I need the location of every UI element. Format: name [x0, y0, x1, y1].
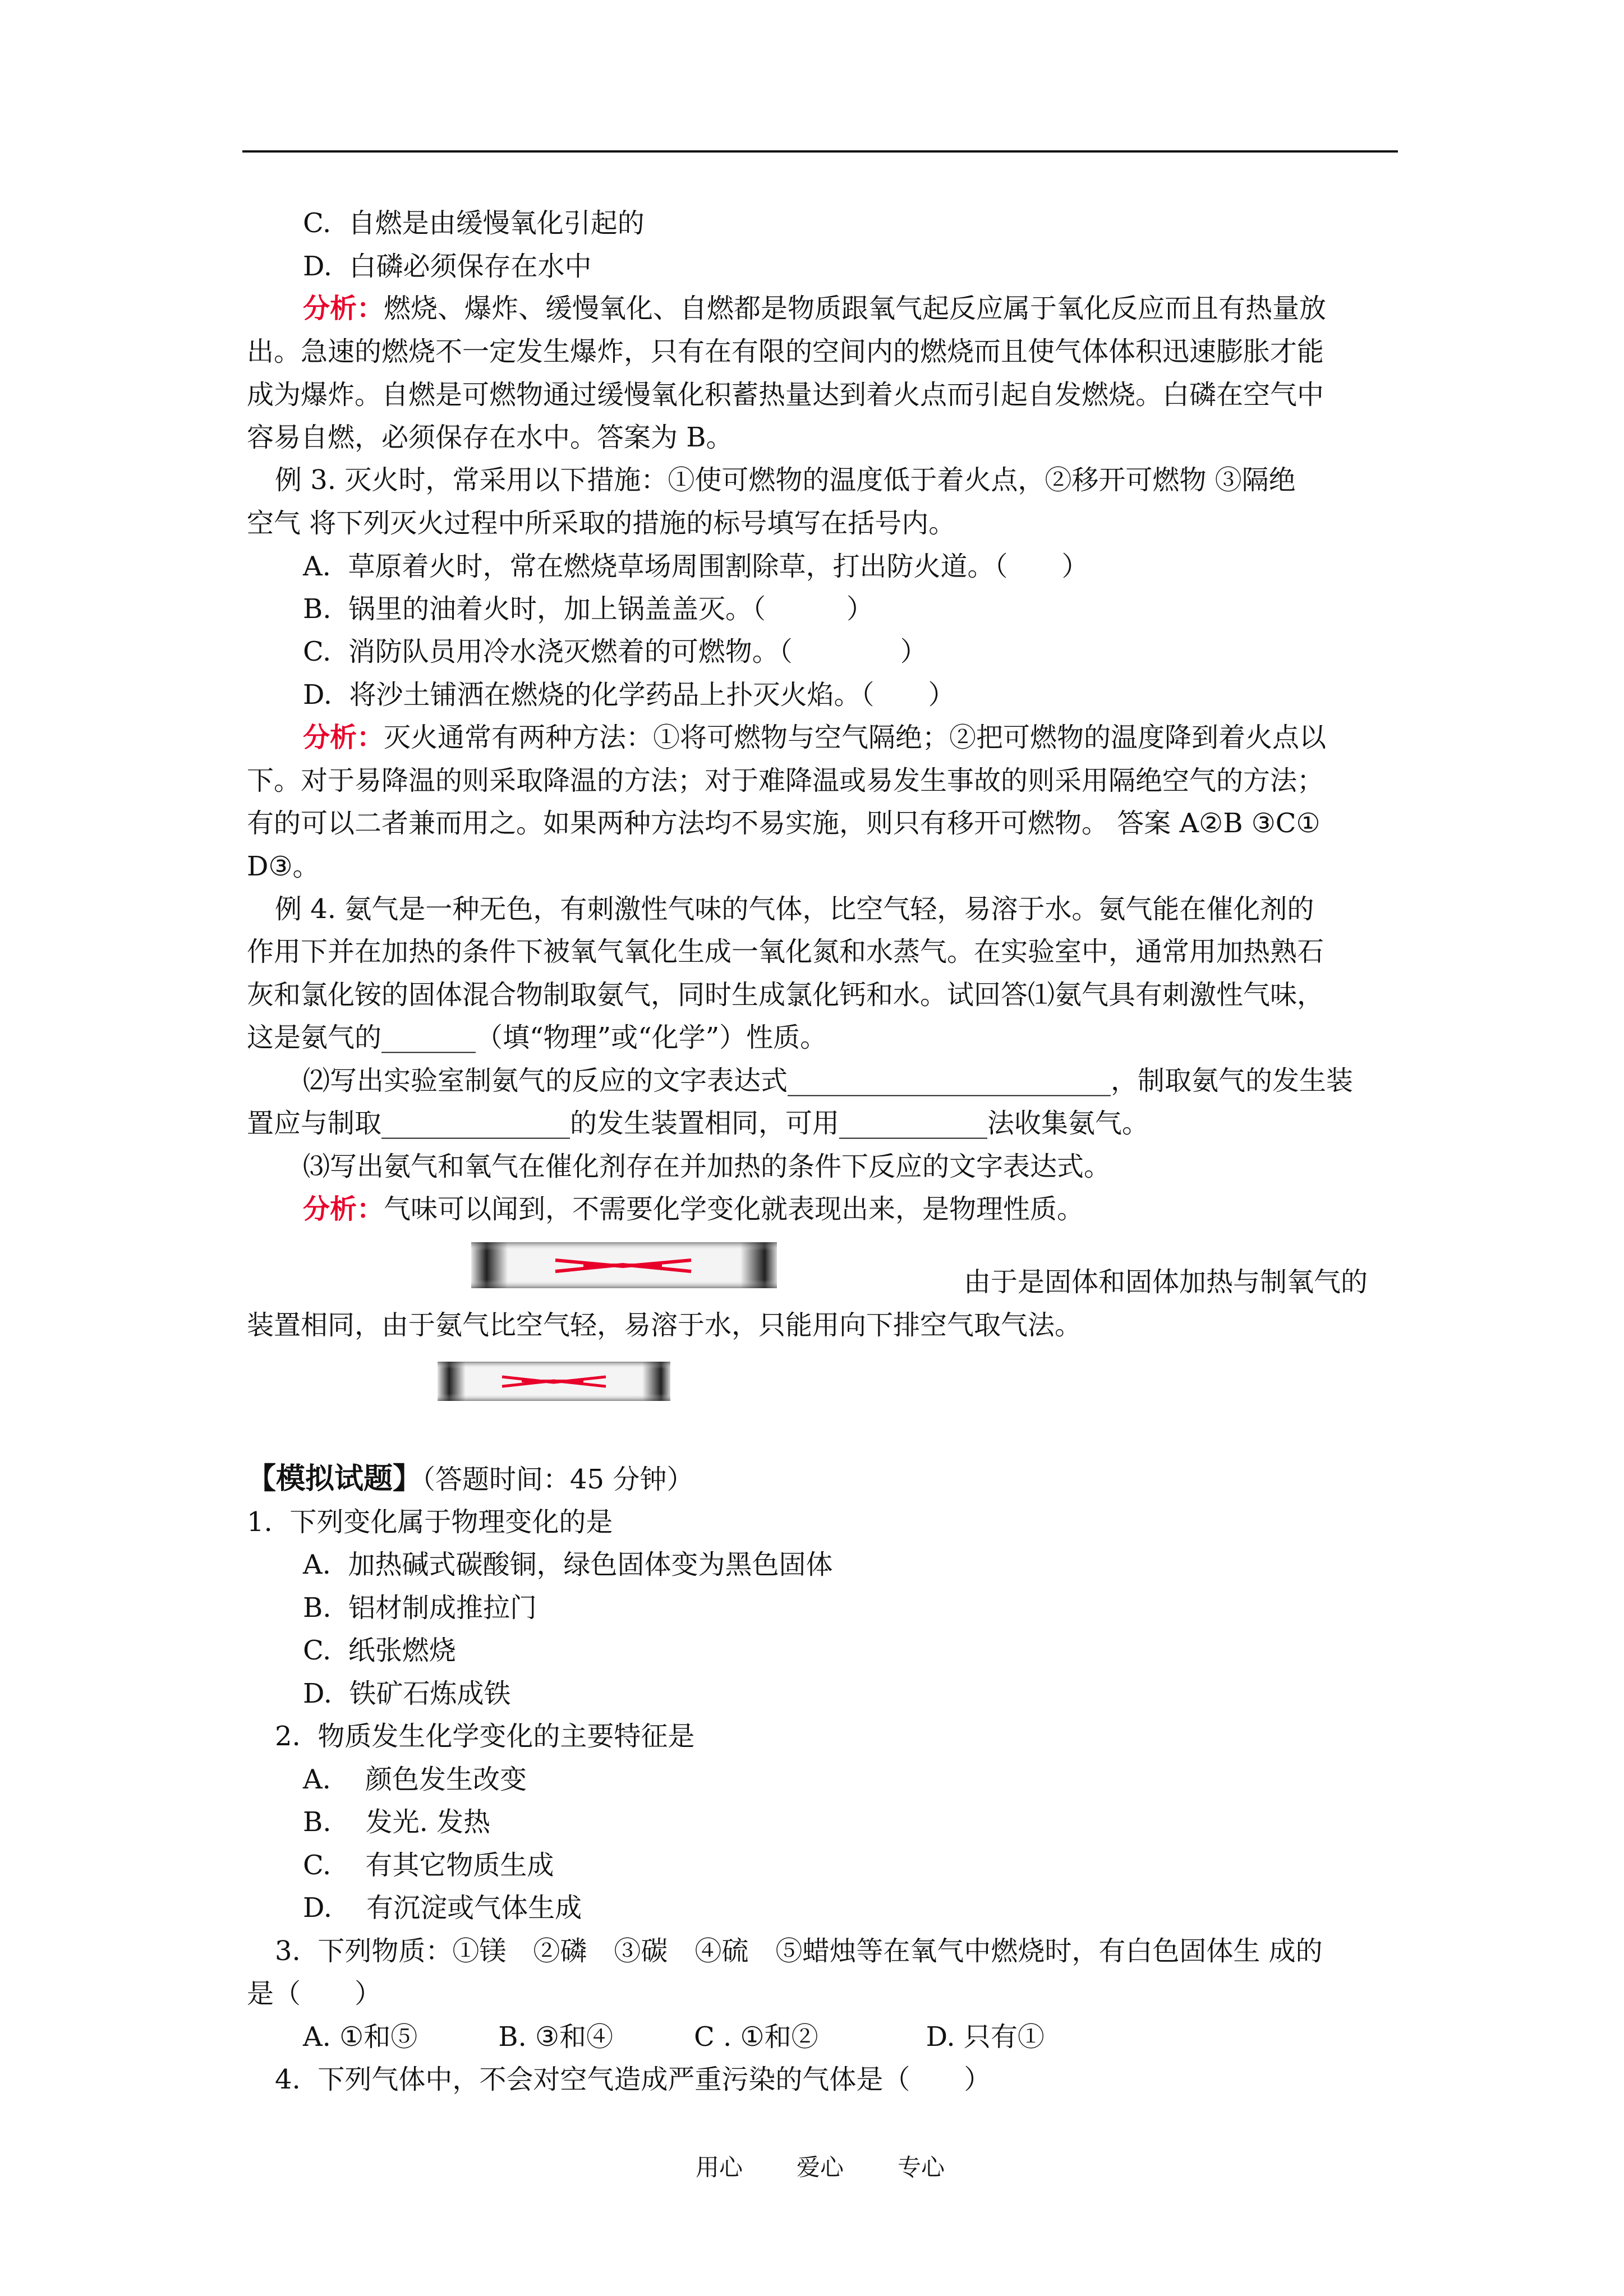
paragraph-line: 置应与制取______________的发生装置相同，可用___________法收集氨气。 — [247, 1108, 1149, 1139]
option-line: C. 有其它物质生成 — [303, 1850, 554, 1881]
question-line: 1. 下列变化属于物理变化的是 — [247, 1506, 613, 1538]
option-line: A. 草原着火时，常在燃烧草场周围割除草，打出防火道。（ ） — [303, 551, 1089, 582]
paragraph-line: 有的可以二者兼而用之。如果两种方法均不易实施，则只有移开可燃物。 答案 A②B ③C① — [247, 808, 1321, 839]
option-line: D. 将沙土铺洒在燃烧的化学药品上扑灭火焰。（ ） — [303, 679, 955, 711]
option-line: B. 锅里的油着火时，加上锅盖盖灭。（ ） — [303, 593, 874, 625]
analysis-line: 分析：气味可以闻到，不需要化学变化就表现出来，是物理性质。 — [303, 1193, 1084, 1225]
option-line: A. ①和⑤ B. ③和④ C . ①和② D. 只有① — [303, 2021, 1045, 2053]
paragraph-line: 这是氨气的_______（填“物理”或“化学”）性质。 — [247, 1022, 827, 1053]
header-rule — [242, 150, 1398, 153]
apparatus-image — [471, 1242, 777, 1288]
paragraph-line: 装置相同，由于氨气比空气轻，易溶于水，只能用向下排空气取气法。 — [247, 1310, 1082, 1341]
analysis-label: 分析： — [303, 1193, 384, 1225]
paragraph-line: 灰和氯化铵的固体混合物制取氨气，同时生成氯化钙和水。试回答⑴氨气具有刺激性气味， — [247, 979, 1324, 1011]
paragraph-line: 是（ ） — [247, 1978, 382, 2009]
example-line: 例 4. 氨气是一种无色，有刺激性气味的气体，比空气轻，易溶于水。氨气能在催化剂的 — [275, 893, 1314, 925]
option-line: D. 铁矿石炼成铁 — [303, 1678, 511, 1709]
page-footer — [696, 2149, 999, 2183]
option-line: A. 颜色发生改变 — [303, 1764, 527, 1795]
footer-item: 专心 — [898, 2154, 945, 2181]
paragraph-line: 空气 将下列灭火过程中所采取的措施的标号填写在括号内。 — [247, 508, 956, 539]
analysis-line: 分析：燃烧、爆炸、缓慢氧化、自燃都是物质跟氧气起反应属于氧化反应而且有热量放 — [303, 293, 1327, 324]
section-heading: 【模拟试题】（答题时间：45 分钟） — [247, 1461, 694, 1496]
option-line: B. 铝材制成推拉门 — [303, 1592, 537, 1624]
section-title: 【模拟试题】 — [247, 1461, 422, 1496]
paragraph-line: 成为爆炸。自燃是可燃物通过缓慢氧化积蓄热量达到着火点而引起自发燃烧。白磷在空气中 — [247, 379, 1324, 411]
paragraph-line: 出。急速的燃烧不一定发生爆炸，只有在有限的空间内的燃烧而且使气体体积迅速膨胀才能 — [247, 336, 1324, 367]
question-line: 4. 下列气体中，不会对空气造成严重污染的气体是（ ） — [275, 2064, 991, 2095]
question-line: 2. 物质发生化学变化的主要特征是 — [275, 1721, 695, 1752]
option-line: D. 白磷必须保存在水中 — [303, 251, 592, 282]
paragraph-line: 作用下并在加热的条件下被氧气氧化生成一氧化氮和水蒸气。在实验室中，通常用加热熟石 — [247, 936, 1324, 967]
option-line: C. 消防队员用冷水浇灭燃着的可燃物。（ ） — [303, 636, 927, 667]
analysis-label: 分析： — [303, 293, 384, 324]
paragraph-line: D③。 — [247, 851, 320, 882]
footer-item: 用心 — [696, 2154, 743, 2181]
option-line: D. 有沉淀或气体生成 — [303, 1892, 582, 1924]
paragraph-line: ⑶写出氨气和氧气在催化剂存在并加热的条件下反应的文字表达式。 — [303, 1151, 1111, 1182]
question-line: 3. 下列物质：①镁 ②磷 ③碳 ④硫 ⑤蜡烛等在氧气中燃烧时，有白色固体生 成的 — [275, 1935, 1323, 1967]
apparatus-image — [438, 1362, 670, 1401]
paragraph-line: 由于是固体和固体加热与制氧气的 — [964, 1266, 1368, 1298]
paragraph-line: 下。对于易降温的则采取降温的方法；对于难降温或易发生事故的则采用隔绝空气的方法； — [247, 765, 1324, 796]
option-line: B. 发光. 发热 — [303, 1806, 491, 1838]
paragraph-line: 容易自燃，必须保存在水中。答案为 B。 — [247, 422, 733, 453]
analysis-label: 分析： — [303, 722, 384, 753]
paragraph-line: ⑵写出实验室制氨气的反应的文字表达式________________________，制取氨气的发生装 — [303, 1065, 1354, 1096]
option-line: C. 自燃是由缓慢氧化引起的 — [303, 208, 645, 239]
option-line: C. 纸张燃烧 — [303, 1635, 456, 1666]
example-line: 例 3. 灭火时，常采用以下措施：①使可燃物的温度低于着火点，②移开可燃物 ③隔绝 — [275, 464, 1296, 496]
footer-item: 爱心 — [797, 2154, 844, 2181]
option-line: A. 加热碱式碳酸铜，绿色固体变为黑色固体 — [303, 1549, 833, 1580]
analysis-line: 分析：灭火通常有两种方法：①将可燃物与空气隔绝；②把可燃物的温度降到着火点以 — [303, 722, 1327, 753]
